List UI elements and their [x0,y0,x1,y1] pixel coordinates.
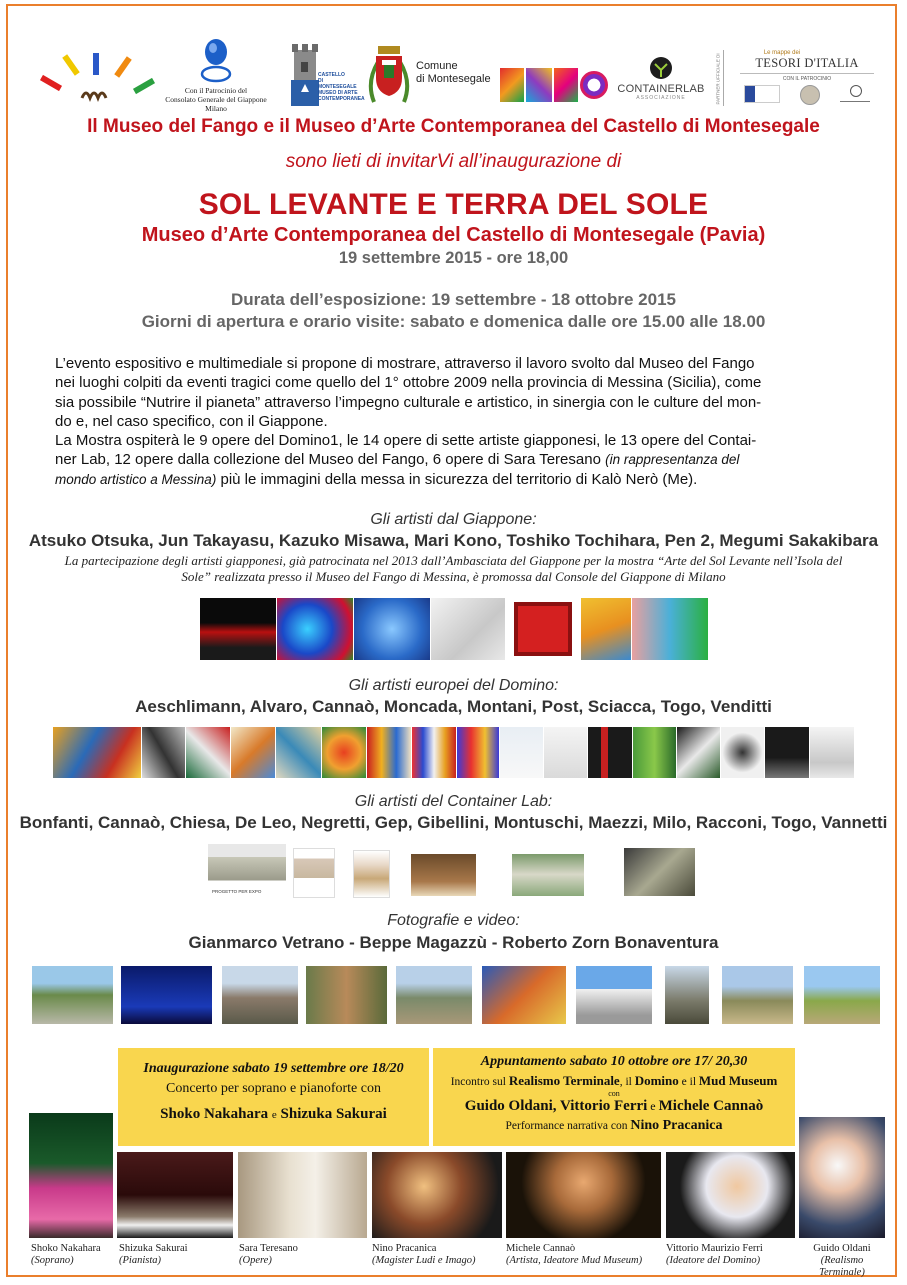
duration-line: Durata dell’esposizione: 19 settembre - 18 ottobre 2015 [231,290,676,309]
caption-oldani [797,1243,887,1279]
topic-text-1: Incontro sul [450,1076,509,1088]
photo-thumb [222,966,298,1024]
artwork-thumb [500,727,543,778]
artwork-thumb [200,598,276,660]
caption-role: (Artista, Ideatore Mud Museum) [506,1255,643,1266]
speaker-ferri: Vittorio Ferri [559,1098,648,1114]
caption-nakahara [31,1243,101,1267]
p1-line-4: do e, nel caso specifico, con il Giappone. [55,412,328,430]
description [55,354,855,489]
expo-block-p [554,68,578,102]
castello-line-3: MUSEO DI ARTE [318,90,358,96]
person-photo-pracanica [372,1152,502,1238]
photo-thumb [482,966,566,1024]
photo-thumb [306,966,387,1024]
consolato-line-3: Milano [205,104,227,113]
venue-line: Museo d’Arte Contemporanea del Castello di Montesegale (Pavia) [141,224,766,246]
p2-line-2-text: ner Lab, 12 opere dalla collezione del Museo del Fango, 6 opere di Sara Teresano [55,451,606,469]
castello-line-1: CASTELLO [318,72,345,78]
photo-heading: Fotografie e video: [387,912,520,929]
artwork-thumb [765,727,809,778]
artwork-thumb [231,727,275,778]
p1-line-1: L’evento espositivo e multimediale si propone di mostrare, attraverso il lavoro svolto dal Museo del Fango [55,355,755,372]
artwork-thumb [721,727,764,778]
museo-del-fango-logo [38,50,158,105]
photo-thumb [804,966,880,1024]
exhibition-title: SOL LEVANTE E TERRA DEL SOLE [198,188,709,221]
expo-block-e [500,68,524,102]
appointment-speakers [433,1098,795,1115]
containerlab-emblem-icon [649,56,673,80]
artwork-thumb [508,598,578,660]
consolato-line-2: Consolato Generale del Giappone [165,95,267,104]
topic-realismo: Realismo Terminale [508,1073,620,1088]
artwork-thumb [322,727,366,778]
artwork-thumb [293,848,335,898]
japan-note-line-2: Sole” realizzata presso il Museo del Fango di Messina, è promossa dal Console del Giappone di Milano [181,569,726,584]
tesori-patrocinio: CON IL PATROCINIO [782,76,832,82]
photo-thumb [396,966,472,1024]
appointment-con: con [608,1089,620,1098]
person-photo-cannao [506,1152,661,1238]
artwork-thumb [810,727,854,778]
caption-role: (Realismo Terminale) [819,1255,865,1278]
caption-name: Michele Cannaò [506,1243,576,1254]
artwork-thumb [633,727,676,778]
p2-line-3-italic: mondo artistico a Messina) [55,471,217,487]
organizers-line: Il Museo del Fango e il Museo d’Arte Contemporanea del Castello di Montesegale [87,116,820,137]
europe-heading: Gli artisti europei del Domino: [348,677,559,694]
performer-pianist: Shizuka Sakurai [280,1106,387,1122]
inauguration-concert: Concerto per soprano e pianoforte con [166,1081,381,1096]
consolato-line-1: Con il Patrocinio del [184,86,248,95]
castello-line-2: DI MONTESEGALE [318,78,357,90]
caption-sakurai [119,1243,188,1267]
tesori-small: Le mappe dei [763,50,801,56]
p1-line-3: sia possibile “Nutrire il pianeta” attraverso l’impegno culturale e artistico, in sinergia con le culture del mon- [55,393,762,411]
caption-role: (Soprano) [31,1255,74,1266]
comune-line-2: di Montesegale [416,73,491,85]
artwork-thumb [411,848,476,896]
expo-logo [500,68,608,102]
artwork-thumb [186,727,230,778]
artwork-thumb [277,598,353,660]
date-line: 19 settembre 2015 - ore 18,00 [338,249,569,267]
partner-vertical-text [712,50,724,106]
caption-name: Shizuka Sakurai [119,1243,188,1254]
performer-pracanica: Nino Pracanica [630,1118,723,1133]
japan-names: Atsuko Otsuka, Jun Takayasu, Kazuko Misawa, Mari Kono, Toshiko Tochihara, Pen 2, Megumi Sakakibara [28,531,879,550]
expo-block-o [580,71,608,99]
artwork-thumb [588,727,632,778]
appointment-topic [433,1073,795,1089]
inauguration-box [118,1048,429,1146]
p2-line-1: La Mostra ospiterà le 9 opere del Domino1, le 14 opere di sette artiste giapponesi, le 13 opere del Contai- [55,432,757,450]
emblem-logo-icon [840,85,870,102]
containerlab-sub: ASSOCIAZIONE [636,95,686,101]
person-photo-sakurai [117,1152,233,1238]
caption-role: (Ideatore del Domino) [666,1255,761,1266]
artwork-thumb [412,727,456,778]
appointment-performance [433,1118,795,1134]
container-heading: Gli artisti del Container Lab: [354,793,553,810]
artwork-thumb [677,727,720,778]
speaker-cannao: Michele Cannaò [658,1098,764,1114]
artwork-thumb [431,598,505,660]
expo-block-x [526,68,552,102]
caption-pracanica [372,1243,476,1267]
japan-note [0,553,907,585]
container-thumb-caption: PROGETTO PER EXPO [212,889,262,894]
caption-name: Nino Pracanica [372,1243,437,1254]
topic-mud-museum: Mud Museum [698,1073,778,1088]
speaker-sep-2: e [647,1099,659,1113]
appointment-title: Appuntamento sabato 10 ottobre ore 17/ 20,30 [480,1054,748,1069]
castello-logo [288,42,365,106]
artwork-thumb [354,598,430,660]
p2-line-2 [55,450,855,469]
seal-logo-icon [800,85,820,105]
photo-thumb [32,966,113,1024]
japan-heading: Gli artisti dal Giappone: [370,511,537,528]
speaker-sep-1: , [552,1098,560,1114]
tesori-italia-logo [734,50,880,105]
containerlab-logo [615,56,707,101]
speaker-oldani: Guido Oldani [464,1098,553,1114]
artwork-thumb [53,727,141,778]
artwork-thumb [367,727,411,778]
photo-names: Gianmarco Vetrano - Beppe Magazzù - Roberto Zorn Bonaventura [188,933,719,952]
caption-role: (Magister Ludi e Imago) [372,1255,476,1266]
hours-line: Giorni di apertura e orario visite: sabato e domenica dalle ore 15.00 alle 18.00 [141,312,766,331]
artwork-thumb [544,727,587,778]
p1-line-2: nei luoghi colpiti da eventi tragici come quello del 1° ottobre 2009 nella provincia di Messina (Sicilia), come [55,374,762,392]
person-photo-teresano [238,1152,367,1238]
performer-soprano: Shoko Nakahara [160,1106,269,1122]
artwork-thumb [208,844,286,896]
person-photo-ferri [666,1152,795,1238]
tesori-title: TESORI D'ITALIA [755,56,859,70]
caption-teresano [239,1243,298,1267]
artwork-thumb [353,850,390,898]
partner-vertical-label: PARTNER UFFICIALE DI [715,53,721,105]
p2-line-3 [55,470,855,489]
caption-cannao [506,1243,642,1267]
topic-text-2: , il [619,1076,635,1088]
caption-name: Shoko Nakahara [31,1243,101,1254]
caption-name: Sara Teresano [239,1243,298,1254]
performance-text: Performance narrativa con [505,1120,631,1132]
containerlab-name: CONTAINERLAB [617,83,705,95]
artwork-thumb [142,727,185,778]
photo-thumb [665,966,709,1024]
artwork-thumb [457,727,499,778]
topic-text-3: e il [678,1076,699,1088]
inauguration-title: Inaugurazione sabato 19 settembre ore 18/20 [143,1061,404,1076]
castello-line-4: CONTEMPORANEA [318,96,365,102]
person-photo-nakahara [29,1113,113,1238]
caption-ferri [666,1243,763,1267]
person-photo-oldani [799,1117,885,1238]
caption-role: (Opere) [239,1255,272,1266]
consolato-emblem-icon [199,38,233,84]
europe-names: Aeschlimann, Alvaro, Cannaò, Moncada, Montani, Post, Sciacca, Togo, Venditti [135,697,772,716]
caption-name: Vittorio Maurizio Ferri [666,1243,763,1254]
container-names: Bonfanti, Cannaò, Chiesa, De Leo, Negretti, Gep, Gibellini, Montuschi, Maezzi, Milo, Racconi, Togo, Vannetti [19,813,888,832]
consolato-logo [160,38,272,113]
castle-tower-icon [288,42,322,106]
photo-thumb [121,966,212,1024]
ministero-logo-icon [744,85,780,103]
artwork-thumb [581,598,631,660]
invite-line: sono lieti di invitarVi all’inaugurazione di [285,151,622,172]
photo-thumb [722,966,793,1024]
p2-line-3-text: più le immagini della messa in sicurezza del territorio di Kalò Nerò (Me). [216,470,698,488]
p2-line-2-italic: (in rappresentanza del [605,452,740,468]
caption-role: (Pianista) [119,1255,161,1266]
comune-logo [366,42,491,106]
artwork-thumb [624,848,695,896]
photo-thumb [576,966,652,1024]
japan-note-line-1: La partecipazione degli artisti giapponesi, già patrocinata nel 2013 dall’Ambasciata del Giappone per la mostra “Arte del Sol Levante nell’Isola del [64,553,843,568]
inauguration-performers [118,1106,429,1123]
comune-crest-icon [366,42,412,106]
artwork-thumb [512,848,584,896]
appointment-box [433,1048,795,1146]
artwork-thumb [632,598,708,660]
topic-domino: Domino [634,1073,679,1088]
and-word: e [271,1109,277,1121]
caption-name: Guido Oldani [813,1243,871,1254]
comune-line-1: Comune [416,60,458,72]
artwork-thumb [276,727,321,778]
